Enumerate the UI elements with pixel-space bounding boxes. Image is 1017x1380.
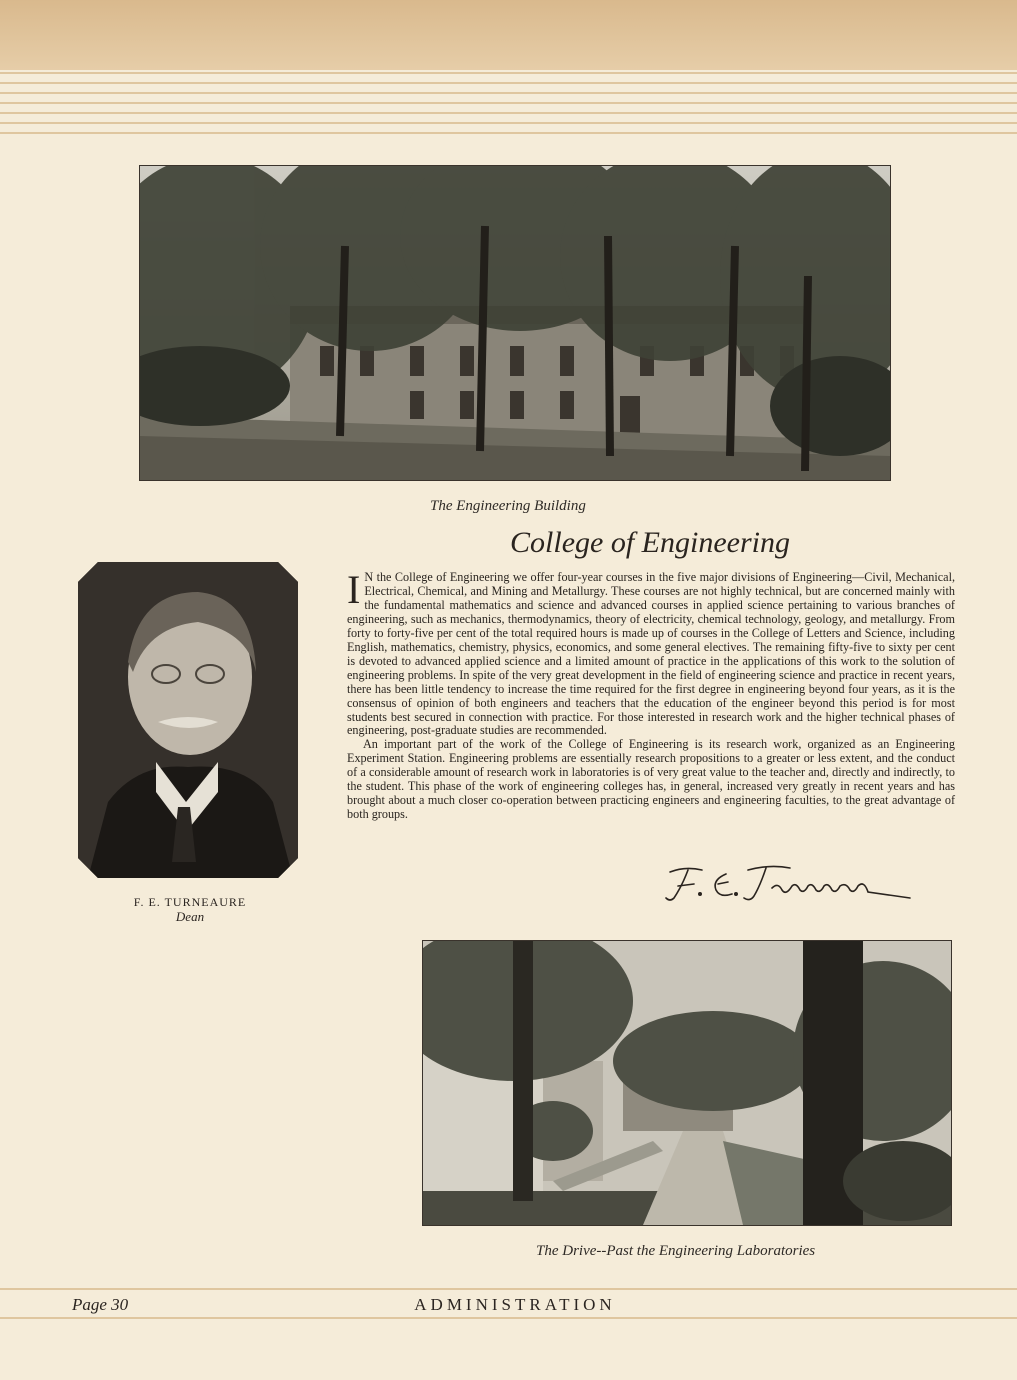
article-body xyxy=(347,567,955,822)
dean-name: F. E. TURNEAURE xyxy=(133,895,247,909)
signature-image xyxy=(660,858,920,908)
drive-image xyxy=(423,941,951,1225)
page-top-band xyxy=(0,0,1017,70)
engineering-building-image xyxy=(140,166,890,480)
paragraph-1-text: N the College of Engineering we offer four-year courses in the five major divisions of Engineering—Civil, Mechanical, Electrical, Chemical, and Mining and Metallurgy. These courses are not highly technical, but are concerned mainly with the fundamental mathematics and science and advanced courses in applied science pertaining to various branches of engineering, such as mechanics, thermodynamics, theory of electricity, chemical technology, geology, and metallurgy. From forty to forty-five per cent of the total required hours is made up of courses in the College of Letters and Science, including English, mathematics, chemistry, physics, economics, and some general electives. The remaining fifty-five to sixty per cent is devoted to advanced applied science and a limited amount of practice in the applications of this work to the solution of engineering problems. In spite of the very great development in the field of engineering science and practice in recent years, there has been little tendency to increase the time required for the first degree in engineering beyond four years, as it is the consensus of opinion of both engineers and teachers that the education of the engineer beyond this period is for most students best secured in connection with practice. For those interested in research work and the higher technical phases of engineering, post-graduate studies are recommended. xyxy=(347,570,955,738)
engineering-building-photo xyxy=(139,165,891,481)
dean-signature xyxy=(660,858,920,913)
drive-photo xyxy=(422,940,952,1226)
drop-cap: I xyxy=(347,567,361,612)
page-number: Page 30 xyxy=(72,1295,129,1314)
dean-portrait xyxy=(78,562,298,878)
dean-portrait-image xyxy=(78,562,298,878)
article-paragraph-2: An important part of the work of the College of Engineering is its research work, organized as an Engineering Experiment Station. Engineering problems are essentially research propositions to a greater or less extent, and the conduct of a considerable amount of research work in laboratories is of very great value to the teacher and, directly and indirectly, to the student. This phase of the work of engineering colleges has, in general, increased very greatly in recent years and has brought about a much closer co-operation between practicing engineers and engineering faculties, to the great advantage of both groups. xyxy=(347,737,955,822)
drive-caption: The Drive--Past the Engineering Laboratories xyxy=(536,1243,816,1259)
top-decorative-rules xyxy=(0,70,1017,142)
dean-title: Dean xyxy=(175,909,205,924)
engineering-building-caption: The Engineering Building xyxy=(430,498,586,514)
section-label: ADMINISTRATION xyxy=(414,1295,616,1314)
article-paragraph-1 xyxy=(347,567,955,738)
article-heading: College of Engineering xyxy=(510,526,790,559)
